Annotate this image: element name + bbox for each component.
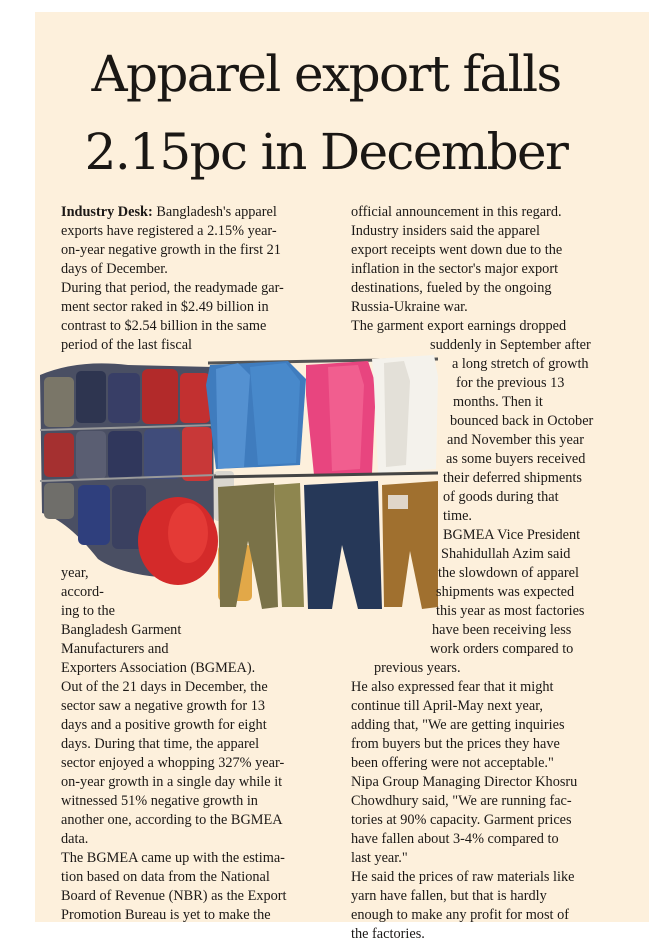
right-column-line: destinations, fueled by the ongoing [351,280,552,296]
left-column-line: period of the last fiscal [61,337,193,353]
right-column-line: last year." [351,850,408,866]
left-column-line: During that period, the readymade gar- [61,280,284,296]
headline-line-1: Apparel export falls [91,45,561,103]
right-column-line: Russia-Ukraine war. [351,299,468,315]
right-column-line: their deferred shipments [443,470,582,486]
left-column-line: Exporters Association (BGMEA). [61,660,256,676]
right-column-line: have fallen about 3-4% compared to [351,831,559,847]
left-column-line: data. [61,831,89,847]
right-column-line: the slowdown of apparel [438,565,579,581]
right-column-line: inflation in the sector's major export [351,261,559,277]
right-column-line: have been receiving less [432,622,572,638]
left-column-line: days. During that time, the apparel [61,736,260,752]
right-column-line: shipments was expected [436,584,575,600]
left-column-line: Board of Revenue (NBR) as the Export [61,888,287,904]
byline: Industry Desk: [61,204,153,220]
right-column-line: official announcement in this regard. [351,204,562,220]
right-column-line: this year as most factories [436,603,585,619]
left-column-line: tion based on data from the National [61,869,270,885]
left-column-line: Out of the 21 days in December, the [61,679,268,695]
right-column-line: and November this year [447,432,584,448]
right-column-line: He also expressed fear that it might [351,679,554,695]
right-column-line: a long stretch of growth [452,356,589,372]
right-column-line: adding that, "We are getting inquiries [351,717,565,733]
right-column-line: Industry insiders said the apparel [351,223,540,239]
right-column-line: tories at 90% capacity. Garment prices [351,812,572,828]
right-column-line: BGMEA Vice President [443,527,581,543]
left-column-line: another one, according to the BGMEA [61,812,283,828]
right-column-line: from buyers but the prices they have [351,736,560,752]
left-column-line: Industry Desk: Bangladesh's apparel [61,204,277,220]
right-column-line: Shahidullah Azim said [441,546,571,562]
left-column-line: ing to the [61,603,116,619]
left-column-line: year, [61,565,89,581]
right-column-line: export receipts went down due to the [351,242,563,258]
right-column-line: The garment export earnings dropped [351,318,567,334]
left-column-line: days and a positive growth for eight [61,717,267,733]
right-column-line: continue till April-May next year, [351,698,543,714]
right-column-line: months. Then it [453,394,543,410]
left-column-line: ment sector raked in $2.49 billion in [61,299,269,315]
right-column-line: of goods during that [443,489,559,505]
right-column-line: bounced back in October [450,413,594,429]
right-column-line: been offering were not acceptable." [351,755,554,771]
right-column-line: previous years. [374,660,461,676]
right-column-line: yarn have fallen, but that is hardly [351,888,547,904]
left-column-line: days of December. [61,261,168,277]
left-column-line: Bangladesh Garment [61,622,182,638]
right-column-line: He said the prices of raw materials like [351,869,575,885]
left-column-line: contrast to $2.54 billion in the same [61,318,267,334]
right-column-line: for the previous 13 [456,375,565,391]
right-column-line: time. [443,508,472,524]
right-column-line: Nipa Group Managing Director Khosru [351,774,578,790]
left-column-line: Promotion Bureau is yet to make the [61,907,271,923]
left-column-line: The BGMEA came up with the estima- [61,850,285,866]
left-column-line: Manufacturers and [61,641,169,657]
headline-line-2: 2.15pc in December [84,123,568,181]
left-column-line: on-year growth in a single day while it [61,774,283,790]
left-column-line: sector saw a negative growth for 13 [61,698,266,714]
right-column-line: as some buyers received [446,451,586,467]
left-column-line: on-year negative growth in the first 21 [61,242,281,258]
right-column-line: enough to make any profit for most of [351,907,569,923]
right-column-line: Chowdhury said, "We are running fac- [351,793,572,809]
right-column-line: suddenly in September after [430,337,591,353]
left-column-line: witnessed 51% negative growth in [61,793,258,809]
left-column-line: exports have registered a 2.15% year- [61,223,277,239]
left-column-line: sector enjoyed a whopping 327% year- [61,755,285,771]
right-column-line: the factories. [351,926,425,942]
left-column-line: accord- [61,584,104,600]
right-column-line: work orders compared to [430,641,574,657]
